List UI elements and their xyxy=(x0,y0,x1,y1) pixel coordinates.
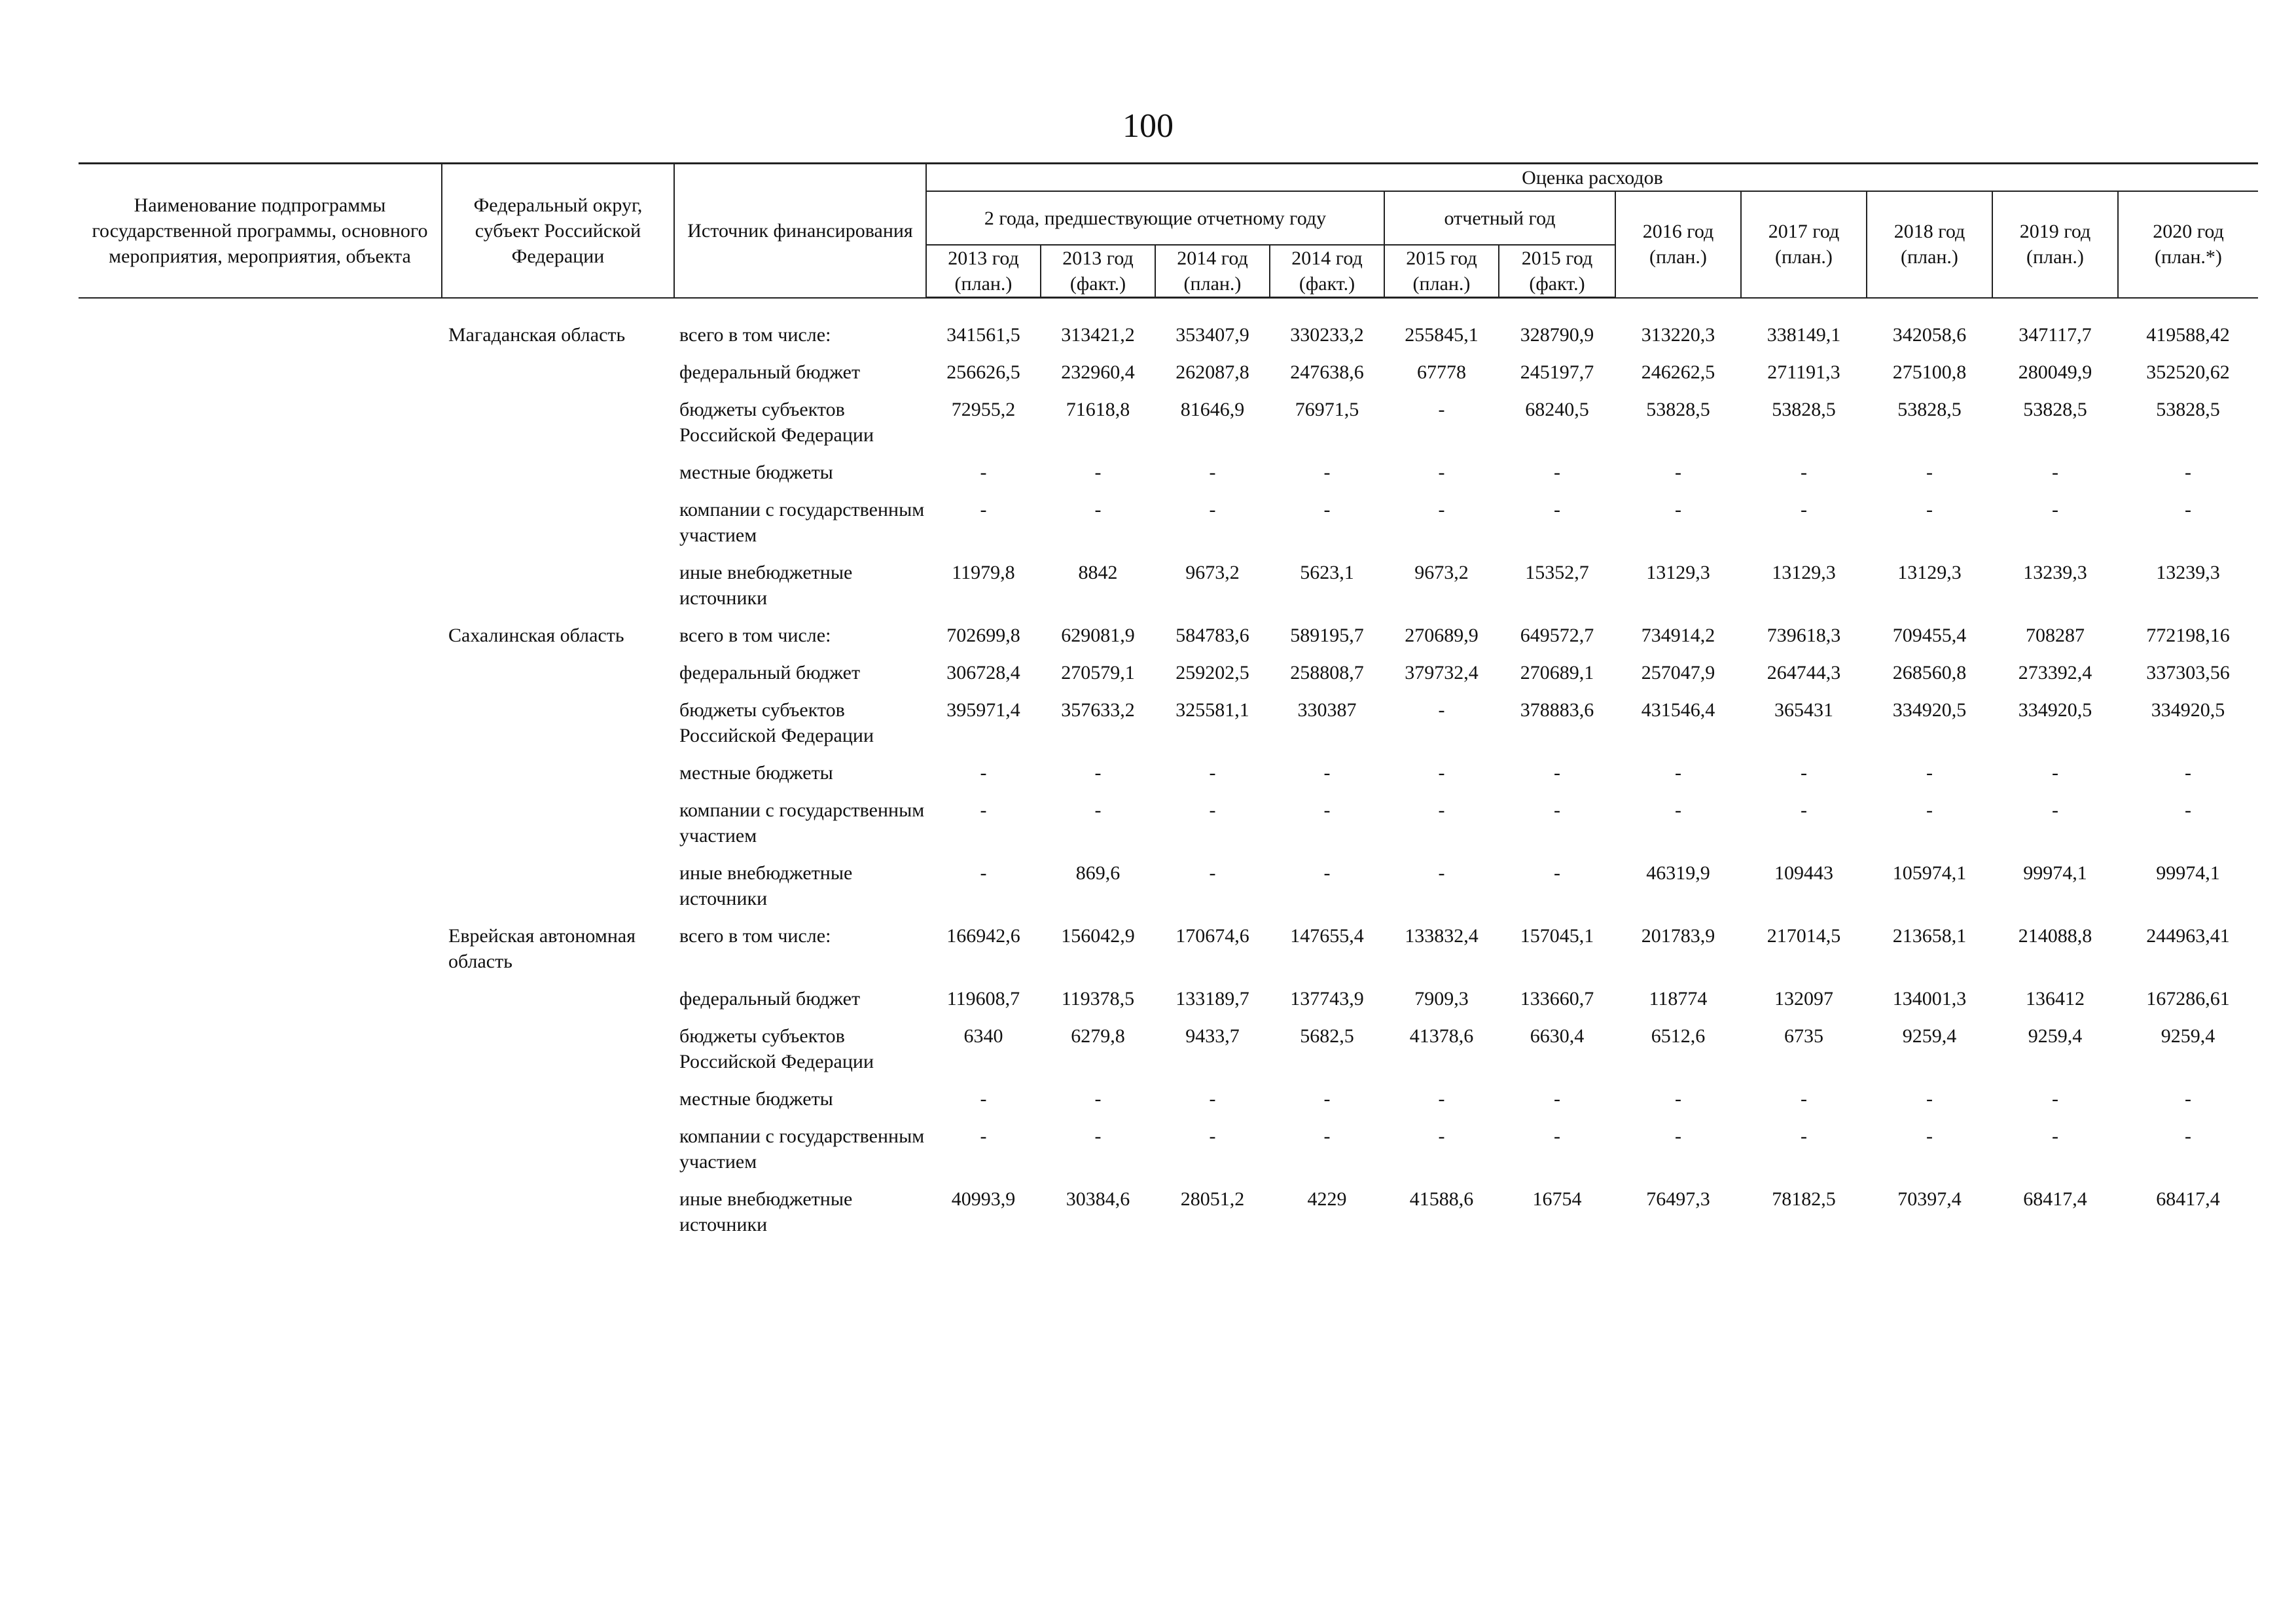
table-row xyxy=(79,1023,2258,1086)
value-cell: 313421,2 xyxy=(1061,324,1135,346)
table-header xyxy=(79,164,2258,298)
value-cell: 9673,2 xyxy=(1414,562,1469,583)
value-cell: - xyxy=(1438,762,1445,784)
value-cell: - xyxy=(1094,462,1102,483)
table-row xyxy=(79,397,2258,460)
source-cell: бюджеты субъектов Российской Федерации xyxy=(679,699,874,746)
value-cell: - xyxy=(1926,499,1933,520)
header-program: Наименование подпрограммы государственной программы, основного мероприятия, мероприятия, объекта xyxy=(79,164,442,298)
region-cell xyxy=(442,397,674,460)
value-cell: 15352,7 xyxy=(1525,562,1589,583)
value-cell: - xyxy=(1438,862,1445,884)
value-cell: 338149,1 xyxy=(1767,324,1841,346)
value-cell: - xyxy=(1209,499,1216,520)
value-cell: 232960,4 xyxy=(1061,361,1135,383)
header-source: Источник финансирования xyxy=(674,164,926,298)
region-cell xyxy=(442,860,674,923)
value-cell: 99974,1 xyxy=(2156,862,2220,884)
value-cell: - xyxy=(1554,862,1560,884)
value-cell: - xyxy=(2185,1125,2191,1147)
program-cell xyxy=(79,322,442,359)
value-cell: 270689,1 xyxy=(1520,662,1594,684)
header-year-2014-plan: 2014 год (план.) xyxy=(1155,245,1270,298)
table-row xyxy=(79,697,2258,760)
table-row xyxy=(79,1086,2258,1123)
table-row xyxy=(79,860,2258,923)
value-cell: 702699,8 xyxy=(946,625,1020,646)
region-cell: Еврейская автономная область xyxy=(448,925,636,972)
value-cell: 8842 xyxy=(1078,562,1118,583)
value-cell: - xyxy=(1675,1088,1681,1110)
value-cell: 201783,9 xyxy=(1641,925,1715,947)
value-cell: 271191,3 xyxy=(1767,361,1840,383)
header-expense-estimate: Оценка расходов xyxy=(926,164,2258,192)
value-cell: 41588,6 xyxy=(1409,1188,1474,1210)
region-cell xyxy=(442,697,674,760)
value-cell: 133832,4 xyxy=(1405,925,1479,947)
value-cell: 81646,9 xyxy=(1180,399,1245,420)
value-cell: - xyxy=(1209,1125,1216,1147)
header-year-2014-fact: 2014 год (факт.) xyxy=(1270,245,1384,298)
value-cell: 264744,3 xyxy=(1767,662,1841,684)
value-cell: - xyxy=(1323,1088,1331,1110)
value-cell: - xyxy=(2052,762,2058,784)
value-cell: - xyxy=(1323,499,1331,520)
value-cell: 11979,8 xyxy=(952,562,1015,583)
region-cell xyxy=(442,986,674,1023)
value-cell: 244963,41 xyxy=(2146,925,2230,947)
value-cell: - xyxy=(1554,762,1560,784)
value-cell: - xyxy=(1554,499,1560,520)
value-cell: 147655,4 xyxy=(1290,925,1364,947)
value-cell: - xyxy=(1323,762,1331,784)
value-cell: 53828,5 xyxy=(1772,399,1836,420)
source-cell: всего в том числе: xyxy=(679,625,831,646)
table-row xyxy=(79,923,2258,986)
region-cell xyxy=(442,760,674,797)
region-cell xyxy=(442,497,674,560)
value-cell: 6279,8 xyxy=(1071,1025,1125,1047)
value-cell: - xyxy=(980,499,987,520)
value-cell: 6630,4 xyxy=(1530,1025,1585,1047)
value-cell: - xyxy=(1438,799,1445,821)
header-year-2018-plan: 2018 год (план.) xyxy=(1867,191,1992,298)
value-cell: - xyxy=(1323,862,1331,884)
value-cell: 330387 xyxy=(1297,699,1357,721)
program-cell xyxy=(79,623,442,660)
value-cell: 76971,5 xyxy=(1295,399,1359,420)
header-prev-years: 2 года, предшествующие отчетному году xyxy=(926,191,1384,245)
table-row xyxy=(79,460,2258,497)
value-cell: 53828,5 xyxy=(2023,399,2087,420)
header-year-2016-plan: 2016 год (план.) xyxy=(1615,191,1741,298)
table-row xyxy=(79,986,2258,1023)
program-cell xyxy=(79,1186,442,1249)
value-cell: 334920,5 xyxy=(2151,699,2225,721)
value-cell: 5682,5 xyxy=(1300,1025,1354,1047)
table-row xyxy=(79,760,2258,797)
value-cell: - xyxy=(1438,1125,1445,1147)
value-cell: - xyxy=(1323,462,1331,483)
table-row xyxy=(79,1186,2258,1249)
program-cell xyxy=(79,660,442,697)
value-cell: 13129,3 xyxy=(1646,562,1710,583)
region-cell xyxy=(442,1123,674,1186)
value-cell: - xyxy=(1675,1125,1681,1147)
value-cell: 167286,61 xyxy=(2146,988,2230,1010)
header-region: Федеральный округ, субъект Российской Федерации xyxy=(442,164,674,298)
value-cell: - xyxy=(1094,762,1102,784)
value-cell: 419588,42 xyxy=(2146,324,2230,346)
value-cell: 9259,4 xyxy=(1902,1025,1957,1047)
header-year-2015-fact: 2015 год (факт.) xyxy=(1499,245,1615,298)
program-cell xyxy=(79,797,442,860)
value-cell: - xyxy=(1675,799,1681,821)
value-cell: 76497,3 xyxy=(1646,1188,1710,1210)
value-cell: - xyxy=(1801,1125,1807,1147)
table-row xyxy=(79,623,2258,660)
value-cell: 105974,1 xyxy=(1892,862,1967,884)
value-cell: - xyxy=(1675,462,1681,483)
value-cell: 328790,9 xyxy=(1520,324,1594,346)
region-cell: Сахалинская область xyxy=(448,625,624,646)
value-cell: 306728,4 xyxy=(946,662,1020,684)
value-cell: 6512,6 xyxy=(1651,1025,1706,1047)
value-cell: - xyxy=(1094,499,1102,520)
value-cell: - xyxy=(1323,799,1331,821)
value-cell: - xyxy=(980,762,987,784)
value-cell: 9433,7 xyxy=(1185,1025,1240,1047)
value-cell: 589195,7 xyxy=(1290,625,1364,646)
value-cell: - xyxy=(2185,462,2191,483)
value-cell: - xyxy=(2185,799,2191,821)
value-cell: 28051,2 xyxy=(1180,1188,1245,1210)
value-cell: 869,6 xyxy=(1075,862,1121,884)
value-cell: 395971,4 xyxy=(946,699,1020,721)
program-cell xyxy=(79,860,442,923)
value-cell: 67778 xyxy=(1417,361,1466,383)
value-cell: - xyxy=(1323,1125,1331,1147)
program-cell xyxy=(79,986,442,1023)
value-cell: - xyxy=(1801,799,1807,821)
value-cell: - xyxy=(1554,799,1560,821)
value-cell: 379732,4 xyxy=(1405,662,1479,684)
value-cell: 72955,2 xyxy=(951,399,1016,420)
value-cell: - xyxy=(2052,499,2058,520)
value-cell: 9259,4 xyxy=(2028,1025,2083,1047)
value-cell: - xyxy=(2185,499,2191,520)
source-cell: бюджеты субъектов Российской Федерации xyxy=(679,1025,874,1072)
value-cell: 246262,5 xyxy=(1641,361,1715,383)
value-cell: 378883,6 xyxy=(1520,699,1594,721)
region-cell xyxy=(442,1186,674,1249)
value-cell: 68240,5 xyxy=(1525,399,1589,420)
value-cell: 273392,4 xyxy=(2018,662,2092,684)
source-cell: местные бюджеты xyxy=(679,462,833,483)
header-year-2013-plan: 2013 год (план.) xyxy=(926,245,1041,298)
value-cell: - xyxy=(1209,862,1216,884)
value-cell: - xyxy=(1094,1088,1102,1110)
value-cell: - xyxy=(1926,799,1933,821)
value-cell: 13239,3 xyxy=(2156,562,2220,583)
value-cell: 78182,5 xyxy=(1772,1188,1836,1210)
program-cell xyxy=(79,1086,442,1123)
value-cell: 365431 xyxy=(1774,699,1833,721)
value-cell: - xyxy=(1554,1125,1560,1147)
program-cell xyxy=(79,497,442,560)
source-cell: бюджеты субъектов Российской Федерации xyxy=(679,399,874,446)
value-cell: - xyxy=(980,862,987,884)
value-cell: - xyxy=(1094,1125,1102,1147)
value-cell: 245197,7 xyxy=(1520,361,1594,383)
value-cell: 431546,4 xyxy=(1641,699,1715,721)
value-cell: 16754 xyxy=(1532,1188,1582,1210)
source-cell: федеральный бюджет xyxy=(679,361,861,383)
value-cell: 5623,1 xyxy=(1300,562,1354,583)
source-cell: всего в том числе: xyxy=(679,925,831,947)
value-cell: - xyxy=(1554,1088,1560,1110)
source-cell: компании с государственным участием xyxy=(679,799,925,847)
source-cell: иные внебюджетные источники xyxy=(679,862,853,909)
value-cell: - xyxy=(2052,1125,2058,1147)
value-cell: 341561,5 xyxy=(946,324,1020,346)
value-cell: 772198,16 xyxy=(2146,625,2230,646)
region-cell xyxy=(442,560,674,623)
region-cell xyxy=(442,1086,674,1123)
value-cell: - xyxy=(1801,1088,1807,1110)
source-cell: компании с государственным участием xyxy=(679,1125,925,1173)
value-cell: - xyxy=(2185,762,2191,784)
value-cell: 330233,2 xyxy=(1290,324,1364,346)
value-cell: 247638,6 xyxy=(1290,361,1364,383)
header-year-2017-plan: 2017 год (план.) xyxy=(1741,191,1867,298)
value-cell: 255845,1 xyxy=(1405,324,1479,346)
region-cell xyxy=(442,359,674,397)
program-cell xyxy=(79,560,442,623)
value-cell: 584783,6 xyxy=(1175,625,1249,646)
value-cell: - xyxy=(1675,499,1681,520)
value-cell: 53828,5 xyxy=(1897,399,1962,420)
value-cell: - xyxy=(1801,499,1807,520)
value-cell: 132097 xyxy=(1774,988,1833,1010)
value-cell: - xyxy=(1209,1088,1216,1110)
value-cell: - xyxy=(1438,1088,1445,1110)
value-cell: - xyxy=(1801,462,1807,483)
value-cell: - xyxy=(1926,1125,1933,1147)
value-cell: - xyxy=(1926,762,1933,784)
value-cell: - xyxy=(1438,499,1445,520)
table-body xyxy=(79,298,2258,1250)
table-row xyxy=(79,359,2258,397)
value-cell: - xyxy=(1209,762,1216,784)
value-cell: 313220,3 xyxy=(1641,324,1715,346)
value-cell: 137743,9 xyxy=(1290,988,1364,1010)
value-cell: 629081,9 xyxy=(1061,625,1135,646)
value-cell: 30384,6 xyxy=(1066,1188,1130,1210)
region-cell xyxy=(442,797,674,860)
value-cell: - xyxy=(2185,1088,2191,1110)
region-cell xyxy=(442,660,674,697)
header-report-year: отчетный год xyxy=(1384,191,1615,245)
value-cell: 53828,5 xyxy=(2156,399,2220,420)
program-cell xyxy=(79,1023,442,1086)
value-cell: 46319,9 xyxy=(1646,862,1710,884)
value-cell: - xyxy=(2052,1088,2058,1110)
value-cell: 357633,2 xyxy=(1061,699,1135,721)
value-cell: 262087,8 xyxy=(1175,361,1249,383)
table-row xyxy=(79,322,2258,359)
value-cell: 71618,8 xyxy=(1066,399,1130,420)
value-cell: 334920,5 xyxy=(2018,699,2092,721)
source-cell: федеральный бюджет xyxy=(679,988,861,1010)
value-cell: 7909,3 xyxy=(1414,988,1469,1010)
value-cell: 6735 xyxy=(1784,1025,1823,1047)
value-cell: - xyxy=(1926,1088,1933,1110)
program-cell xyxy=(79,1123,442,1186)
value-cell: 40993,9 xyxy=(951,1188,1016,1210)
value-cell: 166942,6 xyxy=(946,925,1020,947)
value-cell: - xyxy=(980,1125,987,1147)
region-cell xyxy=(442,1023,674,1086)
source-cell: всего в том числе: xyxy=(679,324,831,346)
value-cell: 41378,6 xyxy=(1409,1025,1474,1047)
value-cell: 68417,4 xyxy=(2023,1188,2087,1210)
program-cell xyxy=(79,460,442,497)
value-cell: 256626,5 xyxy=(946,361,1020,383)
value-cell: 70397,4 xyxy=(1897,1188,1962,1210)
value-cell: 13129,3 xyxy=(1897,562,1962,583)
value-cell: - xyxy=(1438,699,1445,721)
value-cell: - xyxy=(1438,399,1445,420)
value-cell: 170674,6 xyxy=(1175,925,1249,947)
value-cell: - xyxy=(2052,462,2058,483)
region-cell xyxy=(442,460,674,497)
value-cell: 280049,9 xyxy=(2018,361,2092,383)
value-cell: 337303,56 xyxy=(2146,662,2230,684)
value-cell: 257047,9 xyxy=(1641,662,1715,684)
value-cell: 13239,3 xyxy=(2023,562,2087,583)
value-cell: - xyxy=(980,799,987,821)
value-cell: 325581,1 xyxy=(1175,699,1249,721)
value-cell: - xyxy=(1926,462,1933,483)
value-cell: 4229 xyxy=(1307,1188,1347,1210)
value-cell: 133660,7 xyxy=(1520,988,1594,1010)
region-cell: Магаданская область xyxy=(448,324,626,346)
value-cell: 734914,2 xyxy=(1641,625,1715,646)
value-cell: 708287 xyxy=(2026,625,2085,646)
value-cell: 649572,7 xyxy=(1520,625,1594,646)
value-cell: 53828,5 xyxy=(1646,399,1710,420)
value-cell: 258808,7 xyxy=(1290,662,1364,684)
source-cell: местные бюджеты xyxy=(679,762,833,784)
value-cell: 68417,4 xyxy=(2156,1188,2220,1210)
value-cell: - xyxy=(1554,462,1560,483)
value-cell: 709455,4 xyxy=(1892,625,1967,646)
source-cell: иные внебюджетные источники xyxy=(679,1188,853,1235)
value-cell: - xyxy=(1094,799,1102,821)
header-year-2020-plan: 2020 год (план.*) xyxy=(2118,191,2258,298)
value-cell: 119378,5 xyxy=(1061,988,1135,1010)
header-year-2019-plan: 2019 год (план.) xyxy=(1992,191,2118,298)
value-cell: 13129,3 xyxy=(1772,562,1836,583)
value-cell: - xyxy=(1209,462,1216,483)
value-cell: 259202,5 xyxy=(1175,662,1249,684)
value-cell: 270689,9 xyxy=(1405,625,1479,646)
value-cell: 275100,8 xyxy=(1892,361,1967,383)
value-cell: 109443 xyxy=(1774,862,1833,884)
value-cell: 347117,7 xyxy=(2018,324,2092,346)
header-year-2015-plan: 2015 год (план.) xyxy=(1384,245,1499,298)
program-cell xyxy=(79,697,442,760)
program-cell xyxy=(79,359,442,397)
value-cell: 136412 xyxy=(2026,988,2085,1010)
value-cell: 352520,62 xyxy=(2146,361,2230,383)
value-cell: 9259,4 xyxy=(2161,1025,2215,1047)
header-year-2013-fact: 2013 год (факт.) xyxy=(1041,245,1155,298)
value-cell: 270579,1 xyxy=(1061,662,1135,684)
value-cell: 213658,1 xyxy=(1892,925,1967,947)
value-cell: 99974,1 xyxy=(2023,862,2087,884)
value-cell: 134001,3 xyxy=(1892,988,1967,1010)
value-cell: 268560,8 xyxy=(1892,662,1967,684)
table-row xyxy=(79,1123,2258,1186)
value-cell: 342058,6 xyxy=(1892,324,1967,346)
value-cell: 9673,2 xyxy=(1185,562,1240,583)
program-cell xyxy=(79,397,442,460)
value-cell: 119608,7 xyxy=(946,988,1020,1010)
table-row xyxy=(79,497,2258,560)
table-row xyxy=(79,660,2258,697)
value-cell: 334920,5 xyxy=(1892,699,1967,721)
program-cell xyxy=(79,760,442,797)
value-cell: 118774 xyxy=(1649,988,1708,1010)
value-cell: 217014,5 xyxy=(1767,925,1841,947)
value-cell: 739618,3 xyxy=(1767,625,1841,646)
program-cell xyxy=(79,923,442,986)
value-cell: 156042,9 xyxy=(1061,925,1135,947)
source-cell: федеральный бюджет xyxy=(679,662,861,684)
expense-estimate-table xyxy=(79,162,2258,1249)
value-cell: - xyxy=(1209,799,1216,821)
value-cell: 157045,1 xyxy=(1520,925,1594,947)
value-cell: 133189,7 xyxy=(1175,988,1249,1010)
value-cell: - xyxy=(1801,762,1807,784)
source-cell: местные бюджеты xyxy=(679,1088,833,1110)
page-number: 100 xyxy=(1122,107,1174,145)
value-cell: - xyxy=(1438,462,1445,483)
table-row xyxy=(79,797,2258,860)
value-cell: 214088,8 xyxy=(2018,925,2092,947)
value-cell: - xyxy=(1675,762,1681,784)
value-cell: - xyxy=(2052,799,2058,821)
source-cell: иные внебюджетные источники xyxy=(679,562,853,609)
value-cell: 353407,9 xyxy=(1175,324,1249,346)
value-cell: - xyxy=(980,462,987,483)
value-cell: - xyxy=(980,1088,987,1110)
value-cell: 6340 xyxy=(963,1025,1003,1047)
source-cell: компании с государственным участием xyxy=(679,499,925,546)
table-row xyxy=(79,560,2258,623)
